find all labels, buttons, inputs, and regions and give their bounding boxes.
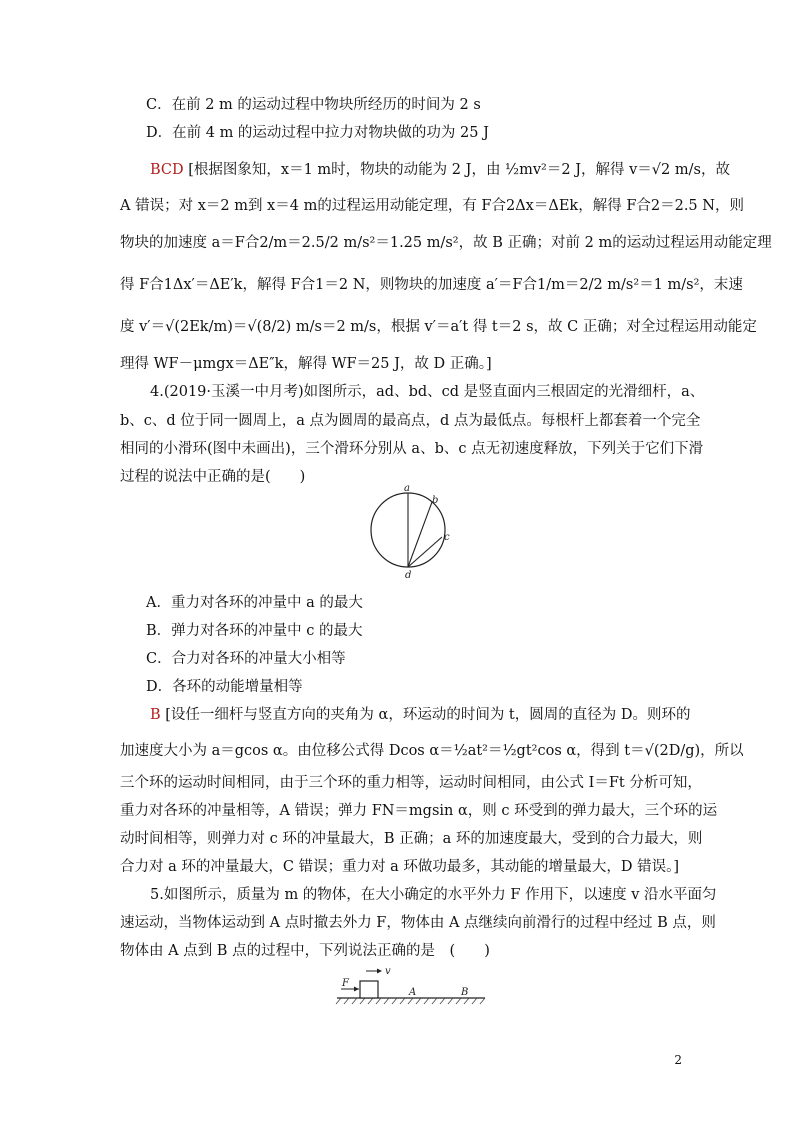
q5-stem-line-2: 速运动，当物体运动到 A 点时撤去外力 F，物体由 A 点继续向前滑行的过程中经过 B 点，则	[120, 915, 716, 931]
q3-option-d: D．在前 4 m 的运动过程中拉力对物块做的功为 25 J	[146, 125, 489, 141]
force-arrowhead	[354, 987, 359, 992]
label-a: a	[404, 483, 410, 494]
q4-option-b: B．弹力对各环的冲量中 c 的最大	[146, 623, 363, 639]
block-motion-figure	[335, 962, 490, 1012]
q3-answer-line-1	[150, 160, 730, 180]
q4-answer-line-6: 合力对 a 环的冲量最大，C 错误；重力对 a 环做功最多，其动能的增量最大，D 错误。]	[120, 859, 680, 875]
q4-answer-line-5: 动时间相等，则弹力对 c 环的冲量最大，B 正确；a 环的加速度最大，受到的合力最大，则	[120, 831, 703, 847]
label-b: b	[432, 495, 439, 506]
q3-answer-label: BCD	[150, 162, 184, 178]
q4-option-d: D．各环的动能增量相等	[146, 679, 303, 695]
label-d: d	[405, 570, 412, 581]
q4-stem-line-2: b、c、d 位于同一圆周上，a 点为圆周的最高点，d 点为最低点。每根杆上都套着一个完全	[120, 413, 701, 429]
page-number: 2	[674, 1053, 682, 1067]
q4-answer-line-1	[150, 705, 691, 725]
ground-hatching	[336, 998, 485, 1004]
q4-answer-line-2: 加速度大小为 a＝gcos α。由位移公式得 Dcos α＝½at²＝½gt²cos α，得到 t＝√(2D/g)，所以	[120, 743, 744, 759]
q4-stem-line-4: 过程的说法中正确的是( )	[120, 469, 306, 485]
q4-answer-line-3: 三个环的运动时间相同，由于三个环的重力相等，运动时间相同，由公式 I＝Ft 分析可知，	[120, 775, 702, 791]
q3-answer-text-1: [根据图象知，x＝1 m时，物块的动能为 2 J，由 ½mv²＝2 J，解得 v＝√2 m/s，故	[188, 162, 730, 178]
block	[360, 981, 378, 998]
label-b-point: B	[461, 987, 469, 998]
q4-stem-line-1: 4.(2019·玉溪一中月考)如图所示，ad、bd、cd 是竖直面内三根固定的光滑细杆，a、	[150, 384, 705, 400]
q3-answer-line-2: A 错误；对 x＝2 m到 x＝4 m的过程运用动能定理，有 F合2Δx＝ΔEk，解得 F合2＝2.5 N，则	[120, 198, 744, 214]
q3-answer-line-3: 物块的加速度 a＝F合2/m＝2.5/2 m/s²＝1.25 m/s²，故 B 正确；对前 2 m的运动过程运用动能定理	[120, 235, 772, 251]
q4-answer-label: B	[150, 707, 161, 723]
velocity-arrowhead	[377, 969, 382, 974]
q3-answer-line-4: 得 F合1Δx′＝ΔE′k，解得 F合1＝2 N，则物块的加速度 a′＝F合1/m＝2/2 m/s²＝1 m/s²，末速	[120, 277, 743, 293]
rod-bd	[408, 502, 432, 567]
q4-option-a: A．重力对各环的冲量中 a 的最大	[146, 595, 363, 611]
label-c: c	[444, 532, 450, 543]
label-a-point: A	[409, 987, 417, 998]
q3-option-c: C．在前 2 m 的运动过程中物块所经历的时间为 2 s	[146, 97, 481, 113]
circle-rods-figure	[360, 483, 460, 585]
q3-answer-line-5: 度 v′＝√(2Ek/m)＝√(8/2) m/s＝2 m/s，根据 v′＝a′t 得 t＝2 s，故 C 正确；对全过程运用动能定	[120, 319, 757, 335]
q4-option-c: C．合力对各环的冲量大小相等	[146, 651, 346, 667]
q3-answer-line-6: 理得 WF－μmgx＝ΔE″k，解得 WF＝25 J，故 D 正确。]	[120, 356, 492, 372]
q5-stem-line-3: 物体由 A 点到 B 点的过程中，下列说法正确的是 ( )	[120, 943, 490, 959]
q4-stem-line-3: 相同的小滑环(图中未画出)，三个滑环分别从 a、b、c 点无初速度释放，下列关于它们下滑	[120, 441, 704, 457]
q4-answer-line-4: 重力对各环的冲量相等，A 错误；弹力 FN＝mgsin α，则 c 环受到的弹力最大，三个环的运	[120, 803, 718, 819]
q5-stem-line-1: 5.如图所示，质量为 m 的物体，在大小确定的水平外力 F 作用下，以速度 v 沿水平面匀	[150, 887, 717, 903]
label-f: F	[342, 978, 349, 989]
q4-answer-text-1: [设任一细杆与竖直方向的夹角为 α，环运动的时间为 t，圆周的直径为 D。则环的	[165, 707, 691, 723]
label-v: v	[385, 966, 391, 977]
